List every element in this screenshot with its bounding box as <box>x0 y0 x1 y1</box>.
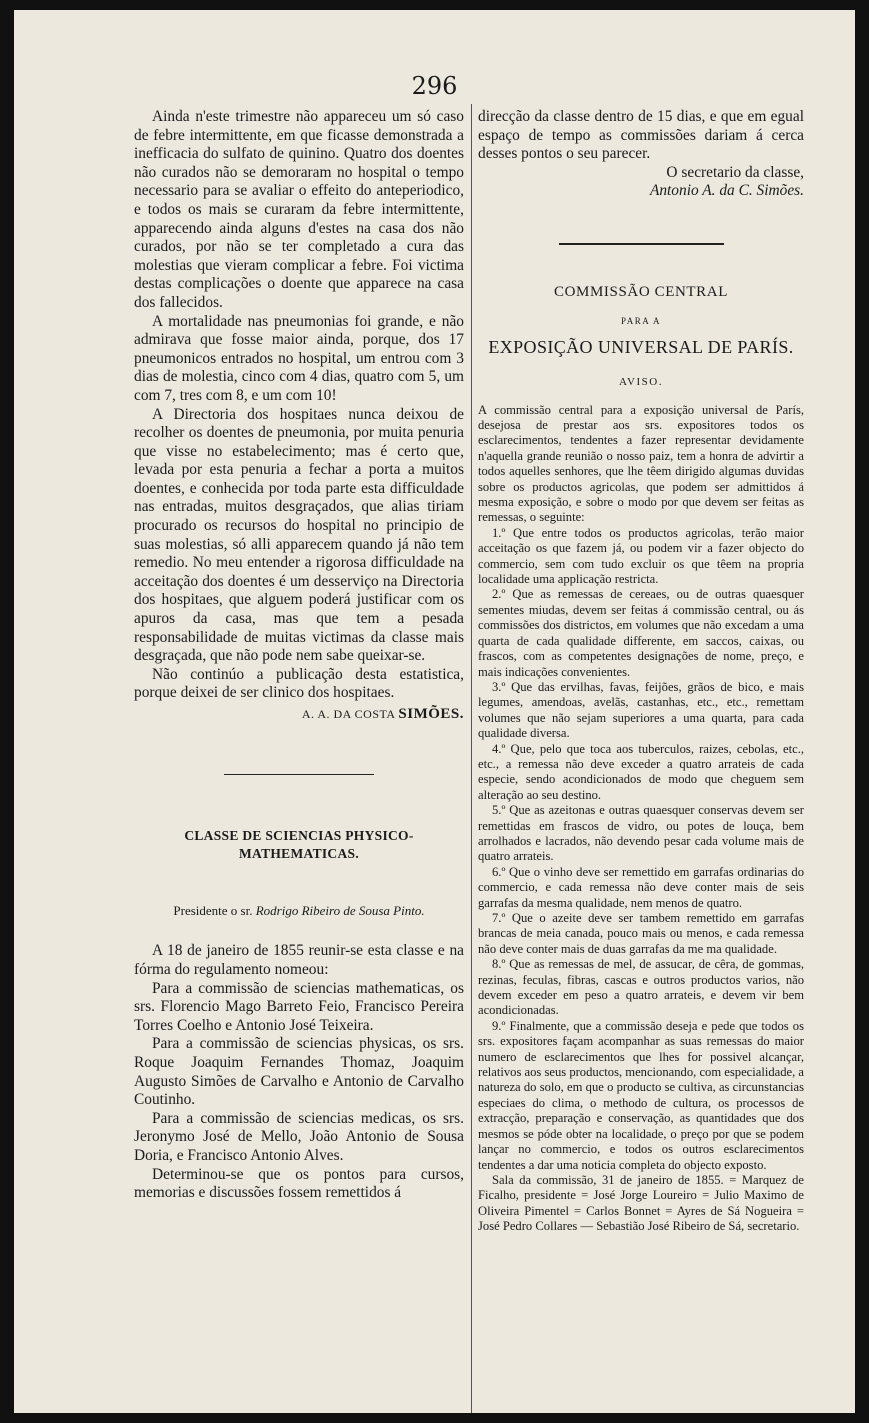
paragraph: A 18 de janeiro de 1855 reunir-se esta classe e na fórma do regulamento nomeou: <box>134 942 464 978</box>
right-column <box>478 108 804 1235</box>
list-item: 6.º Que o vinho deve ser remettido em garrafas ordinarias do commercio, e cada remessa não deve conter mais de seis garrafas da mesma qualidade, nem menos de quatro. <box>478 864 804 910</box>
signature-name: Antonio A. da C. Simões. <box>649 182 804 200</box>
paragraph: Para a commissão de sciencias physicas, os srs. Roque Joaquim Fernandes Thomaz, Joaquim Augusto Simões de Carvalho e Antonio de Carvalho Coutinho. <box>134 1035 464 1109</box>
section-heading: CLASSE DE SCIENCIAS PHYSICO-MATHEMATICAS. <box>184 827 414 862</box>
list-item: 9.º Finalmente, que a commissão deseja e pede que todos os srs. expositores façam acompanhar as suas remessas do maior numero de esclarecimentos que lhes for possivel alcançar, relativos aos seus productos, mencionando, com especialidade, a natureza do solo, em que o producto se cultiva, as circunstancias especiaes do clima, o methodo de cultura, os processos de extracção, preparação e conservação, as quantidades que dos mesmos se póde obter na localidade, o preço por que se podem lançar no commercio, e todos os outros esclarecimentos tendentes a dar uma noticia completa do objecto exposto. <box>478 1018 804 1172</box>
paragraph: direcção da classe dentro de 15 dias, e que em egual espaço de tempo as commissões dariam á cerca desses pontos o seu parecer. <box>478 108 804 163</box>
list-item: 3.º Que das ervilhas, favas, feijões, grãos de bico, e mais legumes, amendoas, avelãs, castanhas, etc., etc., remettam volumes que não sejam superiores a uma quarta, para cada qualidade diversa. <box>478 679 804 741</box>
list-item: 5.º Que as azeitonas e outras quaesquer conservas devem ser remettidas em frascos de vidro, ou potes de louça, bem arrolhados e lacrados, não devendo pesar cada volume mais de quatro arrateis. <box>478 803 804 864</box>
notice-label: AVISO. <box>619 376 663 389</box>
newspaper-page <box>14 10 855 1413</box>
list-item: 2.º Que as remessas de cereaes, ou de outras quaesquer sementes miudas, devem ser feitas á commissão central, ou ás commissões dos districtos, em volumes que não excedam a uma quarta de cada qualidade differente, em saccos, caixas, ou frascos, com as competentes designações de nome, preço, e mais indicações convenientes. <box>478 587 804 679</box>
president-line: Presidente o sr. Rodrigo Ribeiro de Sousa Pinto. <box>173 902 425 918</box>
paragraph: Para a commissão de sciencias mathematicas, os srs. Florencio Mago Barreto Feio, Francisco Pereira Torres Coelho e Antonio José Teixeira. <box>134 979 464 1034</box>
notice-title: EXPOSIÇÃO UNIVERSAL DE PARÍS. <box>488 336 794 357</box>
section-divider <box>224 774 374 775</box>
column-divider <box>471 104 472 1413</box>
paragraph: Ainda n'este trimestre não appareceu um só caso de febre intermittente, em que ficasse demonstrada a inefficacia do sulfato de quinino. Quatro dos doentes não curados não se demoraram no hospital o tempo necessario para se avaliar o effeito do anteperiodico, e todos os mais se curaram da febre intermittente, apparecendo ainda alguns d'estes na casa dos não curados, por não se ter completado a cura das molestias que vieram complicar a febre. Foi victima destas complicações o doente que apparece na casa dos fallecidos. <box>134 108 464 311</box>
list-item: 4.º Que, pelo que toca aos tuberculos, raizes, cebolas, etc., etc., a remessa não deve exceder a quatro arrateis de cada especie, sendo acondicionados de modo que cheguem sem alteração ao seu destino. <box>478 741 804 802</box>
paragraph: Determinou-se que os pontos para cursos, memorias e discussões fossem remettidos á <box>134 1165 464 1202</box>
paragraph: A commissão central para a exposição universal de París, desejosa de prestar aos srs. expositores todos os esclarecimentos, tendentes a fazer representar devidamente n'aquella grande reunião o nosso paiz, tem a honra de advirtir a todos aquelles senhores, que lhe têem dirigido algumas duvidas sobre os productos agricolas, que podem ser admittidos á mesma exposição, e sobre o modo por que devem ser feitas as remessas, o seguinte: <box>478 402 804 525</box>
paragraph: A mortalidade nas pneumonias foi grande, e não admirava que fosse maior ainda, porque, dos 17 pneumonicos entrados no hospital, um entrou com 3 dias de molestia, cinco com 4 dias, quatro com 5, um com 7, tres com 8, e um com 10! <box>134 312 464 404</box>
notice-subheading: PARA A <box>621 316 661 327</box>
list-item: 7.º Que o azeite deve ser tambem remettido em garrafas brancas de meia canada, pouco mais ou menos, e cada remessa não deve conter mais de duas garrafas da me ma qualidade. <box>478 911 804 956</box>
list-item: 8.º Que as remessas de mel, de assucar, de cêra, de gommas, rezinas, feculas, fibras, cascas e outros productos varios, não devem exceder em peso a quatro arrateis, e devem vir bem acondicionadas. <box>478 957 804 1018</box>
paragraph: Para a commissão de sciencias medicas, os srs. Jeronymo José de Mello, João Antonio de Sousa Doria, e Francisco Antonio Alves. <box>134 1109 464 1164</box>
section-divider <box>559 243 724 245</box>
signature-title: O secretario da classe, <box>666 163 804 181</box>
paragraph: Não continúo a publicação desta estatistica, porque deixei de ser clinico dos hospitaes. <box>134 665 464 702</box>
left-column <box>134 108 464 1203</box>
paragraph: Sala da commissão, 31 de janeiro de 1855. = Marquez de Ficalho, presidente = José Jorge Loureiro = Julio Maximo de Oliveira Pimentel = Carlos Bonnet = Ayres de Sá Nogueira = José Pedro Collares — Sebastião José Ribeiro de Sá, secretario. <box>478 1172 804 1234</box>
paragraph: A Directoria dos hospitaes nunca deixou de recolher os doentes de pneumonia, por muita penuria que visse no estabelecimento; mas é certo que, levada por esta penuria a fechar a porta a muitos doentes, e conhecida por toda parte esta difficuldade nas entradas, muitos desgraçados, que alias tiriam procurado os recursos do hospital no principio de suas molestias, só alli apparecem quando já não tem remedio. No meu entender a rigorosa difficuldade na acceitação dos doentes é um desserviço na Directoria dos hospitaes, que alguem poderá justificar com os apuros da casa, mas que tem a pesada responsabilidade de muitas victimas da classe mais desgraçada, que não pode nem sabe queixar-se. <box>134 405 464 665</box>
list-item: 1.º Que entre todos os productos agricolas, terão maior acceitação os que fazem já, ou podem vir a fazer objecto do commercio, sem com tudo excluir os que têem na propria localidade uma applicação restricta. <box>478 525 804 587</box>
signature: A. A. DA COSTA SIMÕES. <box>301 706 464 722</box>
page-number: 296 <box>411 72 458 100</box>
notice-heading: COMMISSÃO CENTRAL <box>554 283 728 300</box>
